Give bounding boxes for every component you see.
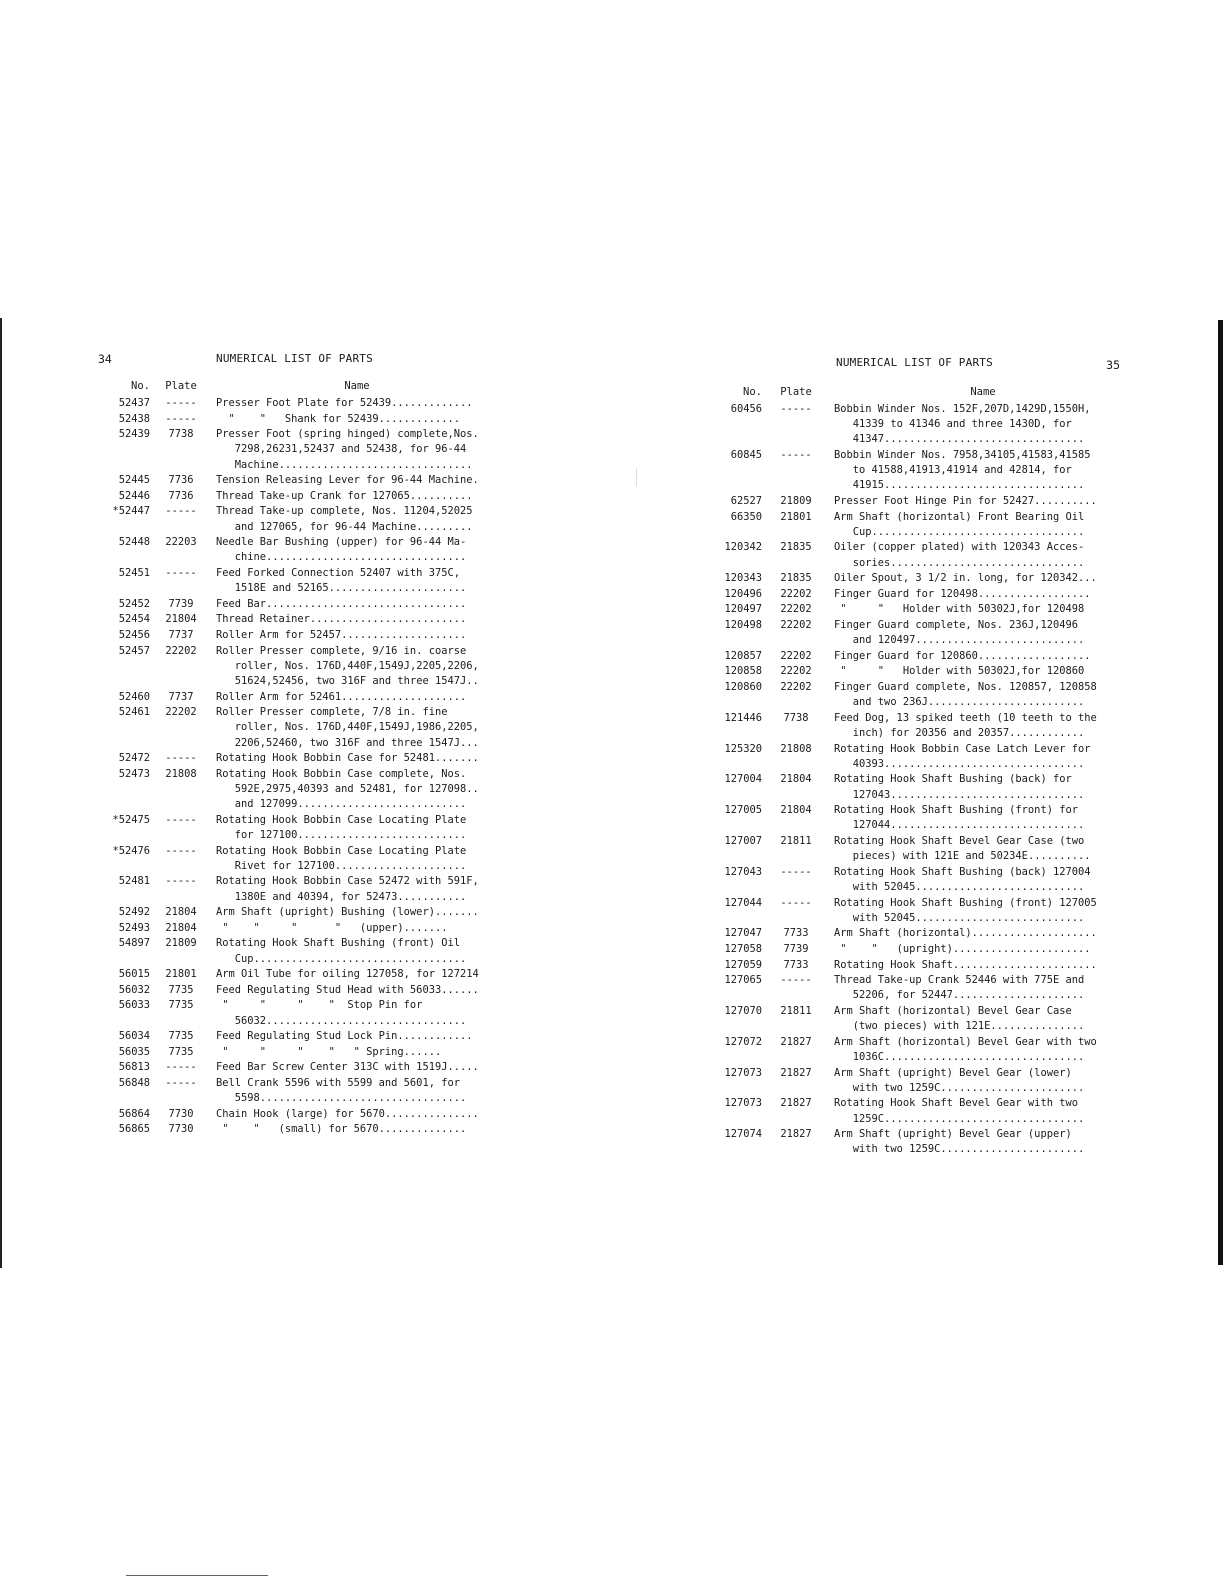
header-name: Name [344,380,370,392]
part-name: Thread Retainer......................... [216,613,467,626]
part-row [712,402,1132,448]
part-no: 52448 [118,536,150,549]
part-row [712,510,1132,540]
left-page [98,352,498,1138]
part-plate: 21809 [780,495,812,507]
part-no: 52492 [118,906,150,919]
part-no: 127044 [724,896,762,909]
part-plate: ----- [165,813,197,826]
part-plate: 7736 [168,474,194,487]
part-name: Rotating Hook Shaft Bushing (front) 127005 with 52045........................... [834,896,1097,924]
part-plate: 7735 [168,983,194,996]
right-page [712,356,1132,1158]
part-row [712,1035,1132,1065]
part-plate: 7730 [168,1123,194,1136]
part-name: Rotating Hook Bobbin Case Locating Plate Rivet for 127100..................... [216,844,467,872]
part-no: 52461 [118,706,150,719]
part-no: *52476 [112,844,150,857]
part-plate: ----- [165,505,197,518]
part-name: Presser Foot (spring hinged) complete,Nos. 7298,26231,52437 and 52438, for 96-44 Machine............................... [216,428,479,471]
part-no: 120497 [724,603,762,616]
part-no: 52452 [118,597,150,610]
header-name: Name [970,386,996,398]
parts-list [98,396,498,1137]
part-plate: 7730 [168,1107,194,1120]
part-name: " " " " Stop Pin for 56032................................ [222,999,467,1027]
part-no: 127007 [724,834,762,847]
part-name: Rotating Hook Bobbin Case Latch Lever for 40393................................ [834,742,1091,770]
part-name: Rotating Hook Bobbin Case complete, Nos. 592E,2975,40393 and 52481, for 127098.. and 127099........................... [216,767,479,811]
part-row [712,649,1132,664]
part-no: 120342 [724,541,762,554]
part-row [712,1127,1132,1157]
part-plate: 7738 [168,428,194,441]
part-no: 127059 [724,958,762,971]
part-name: Roller Arm for 52457.................... [216,628,467,641]
part-row [712,926,1132,941]
part-name: Rotating Hook Shaft Bevel Gear with two 1259C................................ [834,1097,1085,1125]
part-name: Needle Bar Bushing (upper) for 96-44 Ma- chine................................ [216,536,467,564]
part-no: *52447 [112,505,150,518]
page-title: NUMERICAL LIST OF PARTS [836,356,993,369]
header-plate: Plate [165,380,197,392]
page-number: 34 [98,352,112,366]
part-no: 52437 [118,397,150,409]
part-row [712,896,1132,926]
part-no: 127005 [724,804,762,817]
part-plate: 21835 [780,572,812,585]
part-plate: 21811 [780,834,812,847]
part-plate: 21808 [165,767,197,780]
part-no: 52446 [118,489,150,502]
part-no: 52457 [118,644,150,657]
part-row [712,942,1132,957]
part-row [98,767,498,813]
part-plate: ----- [780,896,812,909]
part-row [98,612,498,627]
part-name: " " Holder with 50302J,for 120860 [834,665,1085,678]
part-no: 56864 [118,1107,150,1120]
part-no: 56034 [118,1030,150,1043]
part-row [98,921,498,936]
part-name: Rotating Hook Bobbin Case 52472 with 591F, 1380E and 40394, for 52473........... [216,875,479,903]
part-plate: 21827 [780,1035,812,1048]
part-plate: 21801 [165,968,197,981]
part-name: Finger Guard complete, Nos. 120857, 120858 and two 236J......................... [834,680,1097,709]
part-row [98,1029,498,1044]
part-no: 62527 [730,495,762,507]
parts-list [712,402,1132,1158]
part-plate: 21811 [780,1004,812,1017]
part-plate: 22202 [780,603,812,616]
part-plate: ----- [165,566,197,579]
part-name: Chain Hook (large) for 5670............... [216,1107,479,1120]
part-name: Feed Forked Connection 52407 with 375C, 1518E and 52165...................... [216,566,467,595]
part-plate: 22203 [165,536,197,549]
part-plate: 7733 [783,958,809,971]
part-no: 56032 [118,983,150,996]
part-name: Finger Guard complete, Nos. 236J,120496 and 120497........................... [834,618,1085,647]
part-name: Rotating Hook Bobbin Case Locating Plate for 127100........................... [216,813,467,841]
part-row [98,998,498,1028]
part-no: 127072 [724,1035,762,1048]
part-name: Presser Foot Plate for 52439............. [216,397,473,409]
part-plate: 7738 [783,711,809,724]
gutter-mark [636,468,637,486]
part-row [98,597,498,612]
part-no: 127073 [724,1066,762,1079]
part-name: Roller Presser complete, 7/8 in. fine roller, Nos. 176D,440F,1549J,1986,2205, 2206,52460, two 316F and three 1547J... [216,706,479,749]
part-no: 52445 [118,474,150,487]
part-row [98,1122,498,1137]
part-plate: 22202 [780,649,812,662]
part-no: 121446 [724,711,762,724]
part-no: 52439 [118,428,150,441]
part-name: Rotating Hook Shaft Bushing (back) 127004 with 52045........................... [834,865,1091,893]
part-plate: 22202 [780,618,812,631]
part-row [712,680,1132,710]
part-row [98,535,498,565]
part-row [98,705,498,751]
part-name: Roller Arm for 52461.................... [216,690,467,703]
part-plate: 21801 [780,510,812,523]
part-row [712,973,1132,1003]
part-no: 127073 [724,1097,762,1110]
part-no: 56865 [118,1123,150,1136]
part-plate: 7733 [783,927,809,940]
part-plate: 21804 [165,921,197,934]
part-row [98,473,498,488]
part-row [98,628,498,643]
part-plate: ----- [165,875,197,888]
part-row [98,427,498,473]
part-name: Oiler (copper plated) with 120343 Acces- sories............................... [834,541,1085,569]
part-no: 52460 [118,690,150,703]
part-name: Bell Crank 5596 with 5599 and 5601, for 5598................................. [216,1076,467,1105]
header-no: No. [743,386,762,398]
part-plate: 7739 [168,597,194,610]
part-plate: 22202 [780,680,812,693]
part-name: Presser Foot Hinge Pin for 52427.......... [834,495,1097,507]
part-plate: 22202 [165,644,197,657]
part-no: 54897 [118,937,150,950]
part-row [98,644,498,690]
part-no: 52438 [118,412,150,425]
part-row [98,396,498,411]
part-plate: 7736 [168,489,194,502]
part-plate: ----- [780,403,812,415]
part-row [98,412,498,427]
part-row [712,664,1132,679]
part-row [98,1045,498,1060]
part-no: 56035 [118,1045,150,1058]
part-name: " " Holder with 50302J,for 120498 [834,603,1085,616]
part-plate: 21827 [780,1128,812,1141]
part-name: Bobbin Winder Nos. 152F,207D,1429D,1550H, 41339 to 41346 and three 1430D, for 41347................................ [834,403,1091,446]
part-name: " " (upright)...................... [834,942,1091,955]
part-name: Bobbin Winder Nos. 7958,34105,41583,41585 to 41588,41913,41914 and 42814, for 41915................................ [834,449,1091,492]
part-name: Feed Dog, 13 spiked teeth (10 teeth to the inch) for 20356 and 20357............ [834,711,1097,739]
part-name: Thread Take-up Crank for 127065.......... [216,489,473,502]
part-no: 120857 [724,649,762,662]
part-no: 127004 [724,773,762,786]
part-name: " " " " " Spring...... [216,1045,442,1058]
part-name: Arm Shaft (horizontal) Bevel Gear Case (two pieces) with 121E............... [834,1004,1085,1033]
part-no: 52473 [118,767,150,780]
header-plate: Plate [780,386,812,398]
part-no: 125320 [724,742,762,755]
part-name: Arm Shaft (horizontal).................... [834,927,1097,940]
part-plate: 22202 [165,706,197,719]
part-row [712,865,1132,895]
part-name: Arm Shaft (horizontal) Bevel Gear with two 1036C................................ [834,1035,1097,1063]
part-no: 120858 [724,665,762,678]
part-no: 52454 [118,613,150,626]
part-plate: 21804 [165,613,197,626]
part-plate: ----- [165,397,197,409]
page-title: NUMERICAL LIST OF PARTS [216,352,373,365]
part-row [712,587,1132,602]
column-headers [712,386,1132,402]
part-plate: 22202 [780,587,812,600]
part-row [98,504,498,534]
part-plate: ----- [165,1061,197,1074]
part-row [98,1060,498,1075]
part-plate: 7737 [168,628,194,641]
part-plate: 22202 [780,665,812,678]
part-row [712,494,1132,509]
part-name: Finger Guard for 120860.................. [834,649,1091,662]
part-row [98,967,498,982]
part-no: 127070 [724,1004,762,1017]
part-plate: 21808 [780,742,812,755]
part-plate: 21827 [780,1066,812,1079]
part-name: Rotating Hook Bobbin Case for 52481....... [216,752,479,765]
column-headers [98,380,498,396]
part-row [98,1107,498,1122]
part-plate: ----- [165,412,197,425]
part-plate: 7739 [783,942,809,955]
part-row [712,803,1132,833]
scan-edge-right [1218,320,1223,1265]
part-no: 52493 [118,921,150,934]
part-no: 66350 [730,510,762,523]
part-no: 56033 [118,999,150,1012]
part-name: Feed Bar................................ [216,597,467,610]
part-no: 120860 [724,680,762,693]
part-row [712,711,1132,741]
part-row [98,690,498,705]
part-no: 52451 [118,566,150,579]
part-row [98,983,498,998]
part-plate: 21827 [780,1097,812,1110]
part-no: 127047 [724,927,762,940]
part-no: 60845 [730,449,762,461]
part-plate: ----- [780,974,812,987]
header-no: No. [131,380,150,392]
part-plate: ----- [165,752,197,765]
part-row [712,1004,1132,1034]
part-plate: 21809 [165,937,197,950]
bottom-link-underline[interactable] [126,1575,268,1576]
part-name: Thread Take-up complete, Nos. 11204,52025 and 127065, for 96-44 Machine......... [216,505,473,533]
part-row [712,772,1132,802]
part-plate: ----- [780,865,812,878]
part-row [712,571,1132,586]
part-name: Tension Releasing Lever for 96-44 Machine. [216,474,479,487]
part-plate: ----- [165,844,197,857]
part-name: Roller Presser complete, 9/16 in. coarse roller, Nos. 176D,440F,1549J,2205,2206, 51624,52456, two 316F and three 1547J.. [216,644,479,687]
part-plate: 21804 [780,773,812,786]
part-name: Arm Oil Tube for oiling 127058, for 127214 [216,968,479,981]
part-no: 120496 [724,587,762,600]
scan-edge-left [0,318,2,1268]
part-no: 56813 [118,1061,150,1074]
part-no: 52456 [118,628,150,641]
part-row [712,602,1132,617]
part-name: Finger Guard for 120498.................. [834,587,1091,600]
part-plate: 21804 [780,804,812,817]
part-row [98,936,498,966]
part-plate: ----- [780,449,812,461]
page-header [98,352,498,374]
part-plate: 7735 [168,1045,194,1058]
part-name: Feed Bar Screw Center 313C with 1519J..... [216,1061,479,1074]
part-no: 127058 [724,942,762,955]
part-name: Arm Shaft (horizontal) Front Bearing Oil Cup.................................. [834,510,1085,538]
part-name: Rotating Hook Shaft Bushing (back) for 127043............................... [834,773,1085,801]
part-row [98,844,498,874]
part-no: *52475 [112,813,150,826]
part-name: " " Shank for 52439............. [216,412,460,425]
part-plate: 21835 [780,541,812,554]
part-name: Arm Shaft (upright) Bushing (lower)....... [216,906,479,919]
part-no: 127065 [724,974,762,987]
part-name: Feed Regulating Stud Head with 56033...... [216,983,479,996]
part-name: " " " " (upper)....... [216,921,448,934]
part-plate: 7735 [168,999,194,1012]
part-row [712,834,1132,864]
part-no: 56848 [118,1076,150,1089]
part-plate: ----- [165,1076,197,1089]
part-row [712,958,1132,973]
part-plate: 21804 [165,906,197,919]
page-header [712,356,1132,378]
part-no: 120498 [724,618,762,631]
part-plate: 7735 [168,1030,194,1043]
part-name: Rotating Hook Shaft Bushing (front) Oil Cup.................................. [216,937,467,965]
part-row [98,874,498,904]
part-row [712,540,1132,570]
part-name: Arm Shaft (upright) Bevel Gear (lower) with two 1259C....................... [834,1066,1085,1094]
part-no: 127043 [724,865,762,878]
part-name: Rotating Hook Shaft Bevel Gear Case (two pieces) with 121E and 50234E.......... [834,834,1091,863]
part-name: Rotating Hook Shaft....................... [834,958,1097,971]
part-row [712,1096,1132,1126]
part-plate: 7737 [168,690,194,703]
part-row [712,1066,1132,1096]
part-row [98,905,498,920]
part-name: Feed Regulating Stud Lock Pin............ [216,1030,473,1043]
part-name: Arm Shaft (upright) Bevel Gear (upper) with two 1259C....................... [834,1128,1085,1156]
page-number: 35 [1106,358,1120,372]
part-name: Thread Take-up Crank 52446 with 775E and 52206, for 52447..................... [834,974,1085,1002]
part-row [98,1076,498,1106]
part-row [712,742,1132,772]
part-row [712,618,1132,648]
part-no: 56015 [118,968,150,981]
part-row [712,448,1132,494]
part-no: 60456 [730,403,762,415]
part-name: Rotating Hook Shaft Bushing (front) for 127044............................... [834,804,1085,832]
part-name: " " (small) for 5670.............. [216,1123,467,1136]
part-row [98,566,498,596]
part-no: 52472 [118,752,150,765]
part-row [98,751,498,766]
part-no: 120343 [724,572,762,585]
part-row [98,489,498,504]
part-row [98,813,498,843]
part-no: 52481 [118,875,150,888]
part-name: Oiler Spout, 3 1/2 in. long, for 120342... [834,572,1097,585]
part-no: 127074 [724,1128,762,1141]
